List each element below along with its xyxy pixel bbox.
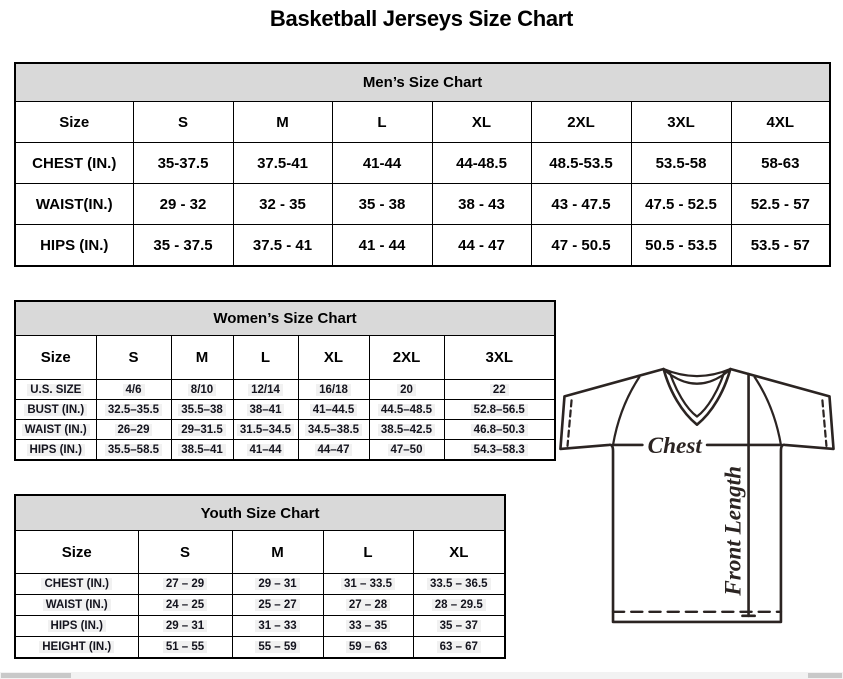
size-value-text: 52.5 - 57 [750, 195, 810, 213]
size-value-text: 32 - 35 [259, 195, 306, 213]
column-header [369, 336, 444, 380]
size-value [233, 380, 298, 400]
size-value-text: 44.5–48.5 [378, 404, 435, 416]
womens-size-table [14, 300, 556, 461]
size-value-text: 37.5 - 41 [252, 236, 313, 254]
size-value-text: 27 – 28 [346, 599, 390, 611]
row-label-text: WAIST (IN.) [22, 424, 90, 436]
size-value [531, 225, 631, 267]
size-value [96, 380, 171, 400]
row-label [15, 616, 138, 637]
table-row [15, 616, 505, 637]
size-value-text: 33.5 – 36.5 [427, 578, 491, 590]
size-value-text: 29–31.5 [178, 424, 226, 436]
column-header [323, 531, 413, 574]
size-value-text: 32.5–35.5 [105, 404, 162, 416]
row-label-text: WAIST (IN.) [43, 599, 111, 611]
column-header-text: 2XL [567, 113, 595, 131]
table-row [15, 380, 555, 400]
size-value [323, 595, 413, 616]
column-header-text: Size [59, 113, 90, 131]
size-value-text: 38.5–41 [178, 444, 226, 456]
row-label [15, 143, 133, 184]
size-value [731, 184, 830, 225]
column-header-text: Size [61, 543, 92, 561]
size-value-text: 43 - 47.5 [551, 195, 611, 213]
size-value [232, 637, 323, 659]
column-header-text: L [377, 113, 387, 131]
column-header-text: XL [323, 349, 344, 366]
size-value-text: 58-63 [761, 154, 800, 172]
size-value [531, 143, 631, 184]
size-value-text: 44 - 47 [458, 236, 505, 254]
row-label-text: U.S. SIZE [27, 384, 84, 396]
size-value-text: 31.5–34.5 [237, 424, 294, 436]
column-header-text: M [195, 349, 209, 366]
size-value [444, 420, 555, 440]
size-value [413, 637, 505, 659]
size-value [171, 420, 233, 440]
size-value [138, 616, 232, 637]
size-value-text: 47 - 50.5 [551, 236, 611, 254]
column-header-text: 3XL [485, 349, 514, 366]
column-header-text: S [179, 543, 190, 561]
size-value-text: 16/18 [316, 384, 351, 396]
horizontal-scrollbar-end-button[interactable] [808, 673, 842, 678]
table-band-title-text: Youth Size Chart [200, 504, 320, 522]
size-value-text: 53.5-58 [655, 154, 707, 172]
column-header-text: 3XL [667, 113, 695, 131]
size-value-text: 29 – 31 [255, 578, 299, 590]
row-label-text: HIPS (IN.) [27, 444, 85, 456]
size-value-text: 12/14 [248, 384, 283, 396]
column-header [15, 531, 138, 574]
jersey-collar-back-arc [664, 369, 731, 376]
column-header-text: 2XL [392, 349, 421, 366]
column-header [233, 336, 298, 380]
size-value-text: 53.5 - 57 [750, 236, 810, 254]
size-value-text: 24 – 25 [163, 599, 207, 611]
size-value-text: 41–44.5 [310, 404, 358, 416]
jersey-right-cuff-dashes [822, 400, 826, 446]
size-value-text: 47.5 - 52.5 [645, 195, 717, 213]
jersey-right-sleeve-seam [755, 377, 781, 445]
column-header [15, 336, 96, 380]
row-label-text: CHEST (IN.) [32, 154, 117, 172]
size-value [138, 637, 232, 659]
size-value [298, 380, 369, 400]
size-value [171, 400, 233, 420]
column-header [631, 102, 731, 143]
size-value [96, 440, 171, 461]
column-header-text: L [260, 349, 271, 366]
size-value [233, 420, 298, 440]
row-label [15, 380, 96, 400]
column-header [444, 336, 555, 380]
size-value-text: 35.5–58.5 [105, 444, 162, 456]
size-value [298, 400, 369, 420]
size-value-text: 33 – 35 [346, 620, 390, 632]
row-label [15, 420, 96, 440]
size-value [232, 616, 323, 637]
size-value-text: 35-37.5 [157, 154, 209, 172]
size-value [323, 637, 413, 659]
size-value-text: 35 - 38 [358, 195, 406, 213]
size-value [413, 595, 505, 616]
table-band-title-text: Women’s Size Chart [213, 310, 357, 327]
table-band-title-text: Men’s Size Chart [362, 74, 483, 91]
table-row [15, 440, 555, 461]
size-value [444, 440, 555, 461]
jersey-left-sleeve-seam [613, 377, 639, 445]
size-value-text: 59 – 63 [346, 641, 390, 653]
horizontal-scrollbar-track[interactable] [0, 672, 843, 679]
size-value [413, 574, 505, 595]
row-label [15, 400, 96, 420]
row-label [15, 184, 133, 225]
table-row [15, 595, 505, 616]
size-value [432, 225, 531, 267]
column-header-row [15, 102, 830, 143]
table-row [15, 637, 505, 659]
size-value-text: 8/10 [188, 384, 216, 396]
column-header [531, 102, 631, 143]
table-row [15, 184, 830, 225]
size-value-text: 44–47 [315, 444, 353, 456]
size-value [323, 616, 413, 637]
column-header [232, 531, 323, 574]
column-header-text: M [276, 113, 289, 131]
size-value-text: 52.8–56.5 [471, 404, 528, 416]
table-row [15, 143, 830, 184]
jersey-outline [560, 369, 833, 622]
size-value [323, 574, 413, 595]
size-value [631, 225, 731, 267]
table-row [15, 574, 505, 595]
size-value-text: 55 – 59 [255, 641, 299, 653]
row-label-text: BUST (IN.) [24, 404, 87, 416]
size-value [233, 143, 332, 184]
table-band-row [15, 63, 830, 102]
chest-label: Chest [647, 432, 702, 459]
table-band-title [15, 495, 505, 531]
size-value-text: 63 – 67 [437, 641, 481, 653]
size-value [232, 595, 323, 616]
size-value [233, 440, 298, 461]
jersey-left-cuff-dashes [568, 400, 572, 446]
size-value-text: 28 – 29.5 [432, 599, 486, 611]
size-value [731, 143, 830, 184]
row-label [15, 225, 133, 267]
size-value [631, 143, 731, 184]
size-value-text: 35 – 37 [437, 620, 481, 632]
page-title: Basketball Jerseys Size Chart [269, 6, 574, 31]
row-label-text: WAIST(IN.) [35, 195, 113, 213]
column-header [298, 336, 369, 380]
table-band-row [15, 301, 555, 336]
size-value-text: 41 - 44 [358, 236, 406, 254]
size-value [298, 420, 369, 440]
size-value [96, 400, 171, 420]
size-value-text: 50.5 - 53.5 [645, 236, 717, 254]
table-band-title [15, 301, 555, 336]
size-value [369, 420, 444, 440]
size-value [233, 184, 332, 225]
size-value [444, 380, 555, 400]
column-header-text: S [128, 349, 139, 366]
size-value-text: 38 - 43 [458, 195, 505, 213]
size-value [133, 225, 233, 267]
column-header [96, 336, 171, 380]
column-header [133, 102, 233, 143]
size-value-text: 54.3–58.3 [471, 444, 528, 456]
size-value-text: 41–44 [247, 444, 285, 456]
size-value [233, 400, 298, 420]
size-value [332, 225, 432, 267]
mens-size-table [14, 62, 831, 267]
table-row [15, 420, 555, 440]
size-value [133, 143, 233, 184]
size-value-text: 35 - 37.5 [153, 236, 213, 254]
column-header [432, 102, 531, 143]
column-header [15, 102, 133, 143]
row-label-text: CHEST (IN.) [41, 578, 112, 590]
size-value [332, 184, 432, 225]
size-value [133, 184, 233, 225]
size-value-text: 48.5-53.5 [549, 154, 613, 172]
size-value [432, 184, 531, 225]
column-header-text: XL [471, 113, 492, 131]
size-value [332, 143, 432, 184]
size-value [138, 595, 232, 616]
column-header-text: 4XL [766, 113, 795, 131]
table-band-row [15, 495, 505, 531]
row-label [15, 637, 138, 659]
column-header-text: XL [449, 543, 469, 561]
row-label [15, 440, 96, 461]
column-header-row [15, 531, 505, 574]
size-value [171, 380, 233, 400]
front-length-label: Front Length [720, 465, 747, 596]
size-value [369, 400, 444, 420]
row-label-text: HIPS (IN.) [40, 236, 109, 254]
size-value-text: 38.5–42.5 [378, 424, 435, 436]
size-value-text: 46.8–50.3 [471, 424, 528, 436]
size-value [444, 400, 555, 420]
size-value [233, 225, 332, 267]
size-value-text: 38–41 [247, 404, 285, 416]
size-value-text: 37.5-41 [257, 154, 308, 172]
size-value-text: 31 – 33.5 [341, 578, 395, 590]
column-header-row [15, 336, 555, 380]
column-header-text: M [271, 543, 284, 561]
size-value [369, 380, 444, 400]
size-value [369, 440, 444, 461]
row-label-text: HEIGHT (IN.) [39, 641, 114, 653]
size-value-text: 25 – 27 [255, 599, 299, 611]
column-header-text: Size [40, 349, 71, 366]
jersey-measurement-diagram [558, 366, 840, 631]
column-header [171, 336, 233, 380]
size-value-text: 29 - 32 [159, 195, 207, 213]
size-value [96, 420, 171, 440]
size-value-text: 20 [397, 384, 416, 396]
table-band-title [15, 63, 830, 102]
horizontal-scrollbar-thumb[interactable] [1, 673, 71, 678]
size-value [138, 574, 232, 595]
row-label [15, 595, 138, 616]
size-value-text: 35.5–38 [178, 404, 226, 416]
table-row [15, 400, 555, 420]
size-value-text: 41-44 [362, 154, 402, 172]
column-header [233, 102, 332, 143]
youth-size-table [14, 494, 506, 659]
size-value [232, 574, 323, 595]
column-header [332, 102, 432, 143]
column-header [413, 531, 505, 574]
row-label [15, 574, 138, 595]
column-header [731, 102, 830, 143]
table-row [15, 225, 830, 267]
size-value-text: 29 – 31 [163, 620, 207, 632]
size-value [171, 440, 233, 461]
size-value-text: 31 – 33 [255, 620, 299, 632]
size-value-text: 22 [490, 384, 509, 396]
column-header-text: S [177, 113, 188, 131]
row-label-text: HIPS (IN.) [48, 620, 106, 632]
size-value-text: 44-48.5 [456, 154, 507, 172]
size-value-text: 27 – 29 [163, 578, 207, 590]
size-value-text: 47–50 [388, 444, 426, 456]
size-value [731, 225, 830, 267]
size-value [413, 616, 505, 637]
column-header [138, 531, 232, 574]
size-value-text: 34.5–38.5 [305, 424, 362, 436]
size-value [298, 440, 369, 461]
size-value-text: 4/6 [123, 384, 145, 396]
size-value-text: 26–29 [115, 424, 153, 436]
size-value [631, 184, 731, 225]
size-value [432, 143, 531, 184]
column-header-text: L [363, 543, 373, 561]
size-value [531, 184, 631, 225]
size-value-text: 51 – 55 [163, 641, 207, 653]
